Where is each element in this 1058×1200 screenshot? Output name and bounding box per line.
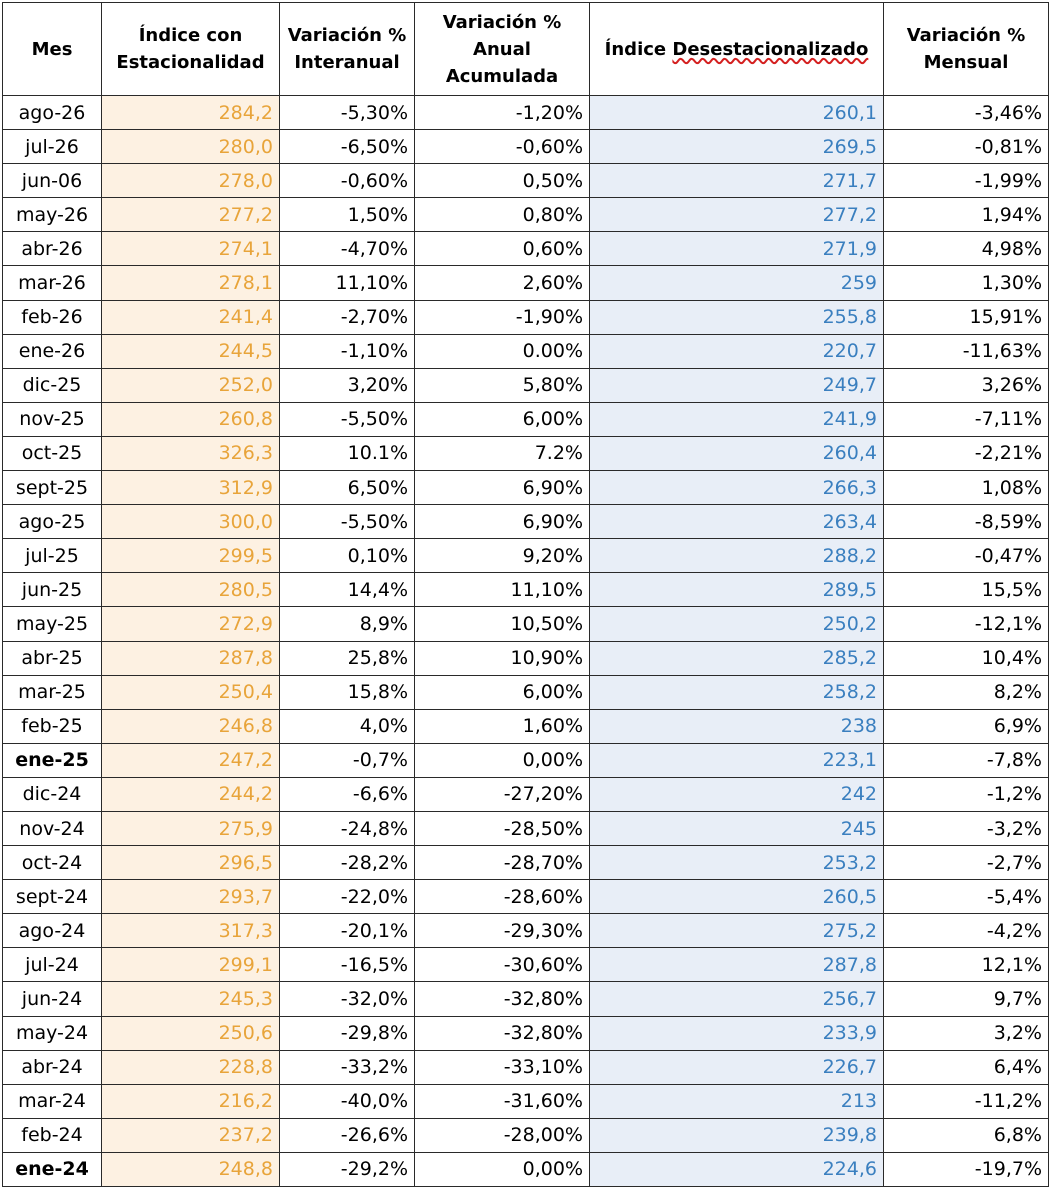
cell-variacion-mensual[interactable]: -0,81% [884,130,1049,164]
cell-indice-con-estacionalidad[interactable]: 250,4 [102,675,280,709]
cell-variacion-anual-acumulada[interactable]: 0.00% [415,334,590,368]
cell-variacion-anual-acumulada[interactable]: -32,80% [415,1016,590,1050]
cell-variacion-mensual[interactable]: 3,26% [884,368,1049,402]
cell-variacion-mensual[interactable]: -5,4% [884,880,1049,914]
cell-indice-con-estacionalidad[interactable]: 274,1 [102,232,280,266]
header-mes[interactable]: Mes [3,3,102,96]
cell-indice-con-estacionalidad[interactable]: 237,2 [102,1118,280,1152]
cell-variacion-anual-acumulada[interactable]: 1,60% [415,709,590,743]
cell-indice-desestacionalizado[interactable]: 213 [590,1084,884,1118]
cell-indice-con-estacionalidad[interactable]: 272,9 [102,607,280,641]
cell-variacion-mensual[interactable]: -7,8% [884,743,1049,777]
cell-indice-desestacionalizado[interactable]: 223,1 [590,743,884,777]
cell-variacion-mensual[interactable]: -11,63% [884,334,1049,368]
cell-variacion-anual-acumulada[interactable]: -28,50% [415,811,590,845]
cell-variacion-mensual[interactable]: 4,98% [884,232,1049,266]
table-row [3,982,1049,1016]
cell-indice-desestacionalizado[interactable]: 220,7 [590,334,884,368]
table-row [3,334,1049,368]
cell-variacion-mensual[interactable]: -7,11% [884,402,1049,436]
cell-variacion-anual-acumulada[interactable]: -1,90% [415,300,590,334]
cell-variacion-anual-acumulada[interactable]: 6,00% [415,675,590,709]
cell-variacion-anual-acumulada[interactable]: 5,80% [415,368,590,402]
cell-variacion-interanual[interactable]: 3,20% [280,368,415,402]
cell-variacion-interanual[interactable]: -29,8% [280,1016,415,1050]
cell-variacion-interanual[interactable]: -26,6% [280,1118,415,1152]
cell-indice-con-estacionalidad[interactable]: 247,2 [102,743,280,777]
cell-variacion-anual-acumulada[interactable]: 0,80% [415,198,590,232]
cell-variacion-mensual[interactable]: -8,59% [884,505,1049,539]
table-row [3,130,1049,164]
table-row [3,777,1049,811]
cell-indice-con-estacionalidad[interactable]: 252,0 [102,368,280,402]
cell-indice-con-estacionalidad[interactable]: 296,5 [102,846,280,880]
cell-variacion-mensual[interactable]: 3,2% [884,1016,1049,1050]
table-row [3,1084,1049,1118]
cell-variacion-mensual[interactable]: 8,2% [884,675,1049,709]
cell-mes[interactable]: nov-24 [3,811,102,845]
cell-variacion-mensual[interactable]: -1,2% [884,777,1049,811]
table-row [3,471,1049,505]
header-indice-desestacionalizado[interactable] [590,3,884,96]
cell-mes[interactable]: may-26 [3,198,102,232]
table-row [3,266,1049,300]
cell-indice-desestacionalizado[interactable]: 289,5 [590,573,884,607]
cell-variacion-interanual[interactable]: -28,2% [280,846,415,880]
cell-variacion-interanual[interactable]: 1,50% [280,198,415,232]
cell-indice-con-estacionalidad[interactable]: 216,2 [102,1084,280,1118]
cell-variacion-mensual[interactable]: 1,94% [884,198,1049,232]
cell-variacion-interanual[interactable]: -40,0% [280,1084,415,1118]
cell-mes[interactable]: feb-25 [3,709,102,743]
cell-variacion-anual-acumulada[interactable]: -33,10% [415,1050,590,1084]
cell-variacion-mensual[interactable]: -1,99% [884,164,1049,198]
cell-variacion-anual-acumulada[interactable]: -31,60% [415,1084,590,1118]
cell-variacion-anual-acumulada[interactable]: 0,50% [415,164,590,198]
table-row [3,436,1049,470]
cell-variacion-mensual[interactable]: 6,8% [884,1118,1049,1152]
cell-indice-con-estacionalidad[interactable]: 287,8 [102,641,280,675]
cell-variacion-anual-acumulada[interactable]: 6,90% [415,471,590,505]
cell-mes[interactable]: ago-24 [3,914,102,948]
header-variacion-interanual[interactable]: Variación % Interanual [280,3,415,96]
cell-mes[interactable]: jun-06 [3,164,102,198]
table-row [3,880,1049,914]
cell-mes[interactable]: nov-25 [3,402,102,436]
cell-mes[interactable]: oct-25 [3,436,102,470]
cell-indice-desestacionalizado[interactable]: 253,2 [590,846,884,880]
cell-indice-desestacionalizado[interactable]: 271,7 [590,164,884,198]
cell-variacion-interanual[interactable]: -1,10% [280,334,415,368]
cell-indice-con-estacionalidad[interactable]: 280,0 [102,130,280,164]
cell-indice-con-estacionalidad[interactable]: 299,5 [102,539,280,573]
table-row [3,1118,1049,1152]
table-row [3,1050,1049,1084]
cell-variacion-mensual[interactable]: 10,4% [884,641,1049,675]
cell-variacion-interanual[interactable]: 25,8% [280,641,415,675]
cell-variacion-interanual[interactable]: -5,30% [280,96,415,130]
cell-mes[interactable]: ene-26 [3,334,102,368]
cell-mes[interactable]: ene-24 [3,1152,102,1186]
cell-indice-desestacionalizado[interactable]: 250,2 [590,607,884,641]
cell-variacion-anual-acumulada[interactable]: 7.2% [415,436,590,470]
header-row [3,3,1049,96]
cell-indice-con-estacionalidad[interactable]: 326,3 [102,436,280,470]
cell-indice-desestacionalizado[interactable]: 287,8 [590,948,884,982]
cell-indice-desestacionalizado[interactable]: 238 [590,709,884,743]
cell-variacion-anual-acumulada[interactable]: 0,00% [415,1152,590,1186]
cell-mes[interactable]: abr-24 [3,1050,102,1084]
table-row [3,368,1049,402]
cell-variacion-anual-acumulada[interactable]: -1,20% [415,96,590,130]
cell-indice-desestacionalizado[interactable]: 242 [590,777,884,811]
table-row [3,96,1049,130]
cell-variacion-interanual[interactable]: -4,70% [280,232,415,266]
cell-variacion-interanual[interactable]: -29,2% [280,1152,415,1186]
table-row [3,1016,1049,1050]
cell-variacion-interanual[interactable]: -33,2% [280,1050,415,1084]
cell-variacion-mensual[interactable]: 1,30% [884,266,1049,300]
cell-variacion-mensual[interactable]: 15,91% [884,300,1049,334]
cell-indice-desestacionalizado[interactable]: 233,9 [590,1016,884,1050]
cell-indice-desestacionalizado[interactable]: 275,2 [590,914,884,948]
cell-mes[interactable]: ago-26 [3,96,102,130]
cell-variacion-interanual[interactable]: -16,5% [280,948,415,982]
table-row [3,300,1049,334]
cell-mes[interactable]: sept-25 [3,471,102,505]
cell-variacion-anual-acumulada[interactable]: -27,20% [415,777,590,811]
cell-variacion-anual-acumulada[interactable]: 10,90% [415,641,590,675]
cell-indice-con-estacionalidad[interactable]: 275,9 [102,811,280,845]
cell-mes[interactable]: mar-25 [3,675,102,709]
cell-indice-desestacionalizado[interactable]: 260,5 [590,880,884,914]
cell-indice-desestacionalizado[interactable]: 249,7 [590,368,884,402]
cell-variacion-interanual[interactable]: -22,0% [280,880,415,914]
cell-indice-desestacionalizado[interactable]: 226,7 [590,1050,884,1084]
cell-indice-desestacionalizado[interactable]: 263,4 [590,505,884,539]
cell-mes[interactable]: ago-25 [3,505,102,539]
cell-variacion-anual-acumulada[interactable]: 6,90% [415,505,590,539]
table-row [3,948,1049,982]
table-row [3,573,1049,607]
cell-variacion-interanual[interactable]: 14,4% [280,573,415,607]
index-table [2,2,1049,1187]
cell-indice-con-estacionalidad[interactable]: 250,6 [102,1016,280,1050]
cell-variacion-mensual[interactable]: -4,2% [884,914,1049,948]
table-body [3,96,1049,1187]
cell-variacion-anual-acumulada[interactable]: -28,00% [415,1118,590,1152]
cell-indice-desestacionalizado[interactable]: 241,9 [590,402,884,436]
cell-variacion-mensual[interactable]: 15,5% [884,573,1049,607]
cell-variacion-interanual[interactable]: -0,60% [280,164,415,198]
table-row [3,505,1049,539]
cell-indice-con-estacionalidad[interactable]: 278,1 [102,266,280,300]
cell-variacion-interanual[interactable]: -0,7% [280,743,415,777]
cell-indice-desestacionalizado[interactable]: 269,5 [590,130,884,164]
cell-mes[interactable]: abr-25 [3,641,102,675]
cell-indice-con-estacionalidad[interactable]: 245,3 [102,982,280,1016]
table-row [3,198,1049,232]
cell-variacion-anual-acumulada[interactable]: 6,00% [415,402,590,436]
cell-mes[interactable]: dic-24 [3,777,102,811]
cell-variacion-interanual[interactable]: 11,10% [280,266,415,300]
cell-indice-con-estacionalidad[interactable]: 278,0 [102,164,280,198]
cell-mes[interactable]: feb-26 [3,300,102,334]
cell-mes[interactable]: may-24 [3,1016,102,1050]
cell-indice-con-estacionalidad[interactable]: 244,5 [102,334,280,368]
cell-mes[interactable]: sept-24 [3,880,102,914]
cell-variacion-mensual[interactable]: -19,7% [884,1152,1049,1186]
cell-variacion-interanual[interactable]: -5,50% [280,505,415,539]
cell-variacion-interanual[interactable]: -6,50% [280,130,415,164]
cell-variacion-mensual[interactable]: -11,2% [884,1084,1049,1118]
cell-indice-con-estacionalidad[interactable]: 228,8 [102,1050,280,1084]
table-row [3,1152,1049,1186]
cell-mes[interactable]: may-25 [3,607,102,641]
header-variacion-anual-acumulada[interactable]: Variación % Anual Acumulada [415,3,590,96]
cell-variacion-interanual[interactable]: 15,8% [280,675,415,709]
cell-indice-con-estacionalidad[interactable]: 284,2 [102,96,280,130]
cell-variacion-anual-acumulada[interactable]: 0,00% [415,743,590,777]
table-row [3,402,1049,436]
cell-variacion-mensual[interactable]: -2,7% [884,846,1049,880]
cell-variacion-interanual[interactable]: 8,9% [280,607,415,641]
cell-variacion-mensual[interactable]: -2,21% [884,436,1049,470]
table-row [3,914,1049,948]
cell-indice-desestacionalizado[interactable]: 259 [590,266,884,300]
cell-indice-desestacionalizado[interactable]: 255,8 [590,300,884,334]
cell-variacion-mensual[interactable]: -3,46% [884,96,1049,130]
cell-mes[interactable]: jul-24 [3,948,102,982]
cell-variacion-interanual[interactable]: 10.1% [280,436,415,470]
cell-indice-con-estacionalidad[interactable]: 280,5 [102,573,280,607]
cell-variacion-anual-acumulada[interactable]: 10,50% [415,607,590,641]
cell-variacion-mensual[interactable]: -12,1% [884,607,1049,641]
cell-variacion-anual-acumulada[interactable]: 11,10% [415,573,590,607]
cell-variacion-anual-acumulada[interactable]: -0,60% [415,130,590,164]
spellcheck-underlined-word: Desestacionalizado [672,38,869,60]
cell-variacion-interanual[interactable]: -24,8% [280,811,415,845]
table-row [3,709,1049,743]
cell-variacion-mensual[interactable]: -3,2% [884,811,1049,845]
cell-indice-desestacionalizado[interactable]: 245 [590,811,884,845]
table-row [3,164,1049,198]
cell-indice-con-estacionalidad[interactable]: 248,8 [102,1152,280,1186]
cell-indice-con-estacionalidad[interactable]: 300,0 [102,505,280,539]
header-indice-con-estacionalidad[interactable]: Índice con Estacionalidad [102,3,280,96]
table-row [3,539,1049,573]
cell-indice-desestacionalizado[interactable]: 260,4 [590,436,884,470]
cell-indice-con-estacionalidad[interactable]: 244,2 [102,777,280,811]
cell-indice-desestacionalizado[interactable]: 277,2 [590,198,884,232]
table-row [3,846,1049,880]
cell-variacion-interanual[interactable]: -6,6% [280,777,415,811]
cell-indice-desestacionalizado[interactable]: 239,8 [590,1118,884,1152]
table-row [3,743,1049,777]
cell-variacion-mensual[interactable]: 1,08% [884,471,1049,505]
table-row [3,607,1049,641]
cell-indice-con-estacionalidad[interactable]: 317,3 [102,914,280,948]
cell-variacion-mensual[interactable]: 12,1% [884,948,1049,982]
cell-indice-desestacionalizado[interactable]: 258,2 [590,675,884,709]
table-row [3,811,1049,845]
cell-variacion-mensual[interactable]: -0,47% [884,539,1049,573]
table-row [3,675,1049,709]
cell-indice-con-estacionalidad[interactable]: 277,2 [102,198,280,232]
cell-variacion-mensual[interactable]: 6,4% [884,1050,1049,1084]
cell-mes[interactable]: jul-25 [3,539,102,573]
cell-mes[interactable]: abr-26 [3,232,102,266]
cell-variacion-anual-acumulada[interactable]: -29,30% [415,914,590,948]
cell-variacion-interanual[interactable]: -32,0% [280,982,415,1016]
cell-variacion-anual-acumulada[interactable]: -28,60% [415,880,590,914]
cell-variacion-anual-acumulada[interactable]: 0,60% [415,232,590,266]
cell-variacion-mensual[interactable]: 6,9% [884,709,1049,743]
cell-mes[interactable]: ene-25 [3,743,102,777]
table-row [3,232,1049,266]
cell-indice-con-estacionalidad[interactable]: 293,7 [102,880,280,914]
cell-variacion-anual-acumulada[interactable]: -32,80% [415,982,590,1016]
cell-indice-desestacionalizado[interactable]: 266,3 [590,471,884,505]
cell-variacion-interanual[interactable]: -20,1% [280,914,415,948]
cell-mes[interactable]: jun-24 [3,982,102,1016]
table-row [3,641,1049,675]
cell-mes[interactable]: mar-24 [3,1084,102,1118]
cell-indice-con-estacionalidad[interactable]: 299,1 [102,948,280,982]
cell-mes[interactable]: oct-24 [3,846,102,880]
cell-variacion-anual-acumulada[interactable]: -30,60% [415,948,590,982]
header-variacion-mensual[interactable]: Variación % Mensual [884,3,1049,96]
cell-indice-con-estacionalidad[interactable]: 246,8 [102,709,280,743]
cell-variacion-interanual[interactable]: 0,10% [280,539,415,573]
cell-indice-desestacionalizado[interactable]: 256,7 [590,982,884,1016]
cell-variacion-anual-acumulada[interactable]: 9,20% [415,539,590,573]
cell-variacion-mensual[interactable]: 9,7% [884,982,1049,1016]
cell-mes[interactable]: jul-26 [3,130,102,164]
cell-variacion-interanual[interactable]: 6,50% [280,471,415,505]
cell-variacion-interanual[interactable]: 4,0% [280,709,415,743]
cell-indice-desestacionalizado[interactable]: 271,9 [590,232,884,266]
cell-mes[interactable]: jun-25 [3,573,102,607]
cell-indice-desestacionalizado[interactable]: 260,1 [590,96,884,130]
cell-indice-con-estacionalidad[interactable]: 241,4 [102,300,280,334]
cell-indice-con-estacionalidad[interactable]: 260,8 [102,402,280,436]
cell-mes[interactable]: mar-26 [3,266,102,300]
cell-variacion-anual-acumulada[interactable]: 2,60% [415,266,590,300]
cell-mes[interactable]: feb-24 [3,1118,102,1152]
cell-indice-desestacionalizado[interactable]: 224,6 [590,1152,884,1186]
cell-variacion-interanual[interactable]: -5,50% [280,402,415,436]
cell-indice-con-estacionalidad[interactable]: 312,9 [102,471,280,505]
cell-mes[interactable]: dic-25 [3,368,102,402]
cell-variacion-anual-acumulada[interactable]: -28,70% [415,846,590,880]
cell-indice-desestacionalizado[interactable]: 288,2 [590,539,884,573]
header-indice-prefix: Índice [604,38,673,60]
cell-indice-desestacionalizado[interactable]: 285,2 [590,641,884,675]
cell-variacion-interanual[interactable]: -2,70% [280,300,415,334]
